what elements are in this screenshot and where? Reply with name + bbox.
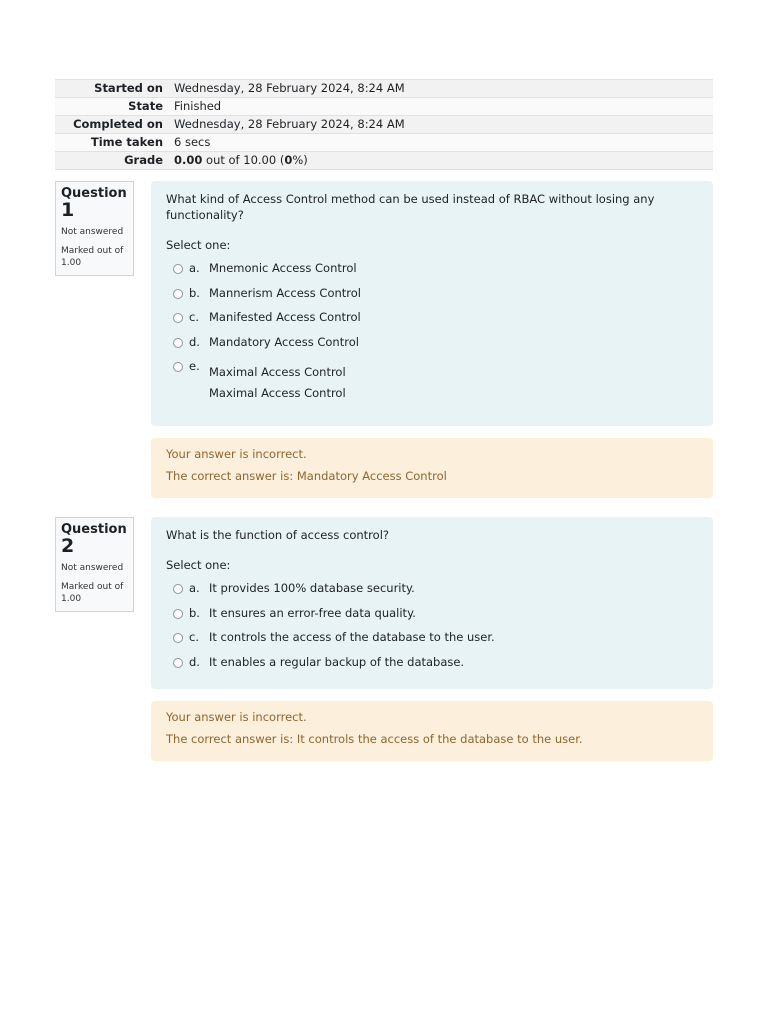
grade-score: 0.00 (174, 153, 203, 167)
answer-options (166, 260, 698, 401)
question-1-info (55, 181, 134, 276)
summary-value: Wednesday, 28 February 2024, 8:24 AM (171, 116, 713, 134)
question-1-body (151, 181, 713, 426)
radio-button[interactable] (173, 584, 183, 594)
answer-option-a[interactable] (166, 580, 698, 605)
answer-option-d[interactable] (166, 654, 698, 679)
option-text: It controls the access of the database to the user. (209, 630, 495, 645)
radio-button[interactable] (173, 633, 183, 643)
summary-label: Completed on (55, 116, 171, 134)
option-text: It provides 100% database security. (209, 581, 415, 595)
question-marked: Marked out of 1.00 (61, 582, 124, 604)
summary-row-time-taken (55, 134, 713, 152)
grade-value (171, 152, 713, 170)
question-2-body (151, 517, 713, 689)
radio-button[interactable] (173, 362, 183, 372)
summary-row-grade (55, 152, 713, 170)
question-marked: Marked out of 1.00 (61, 246, 124, 268)
answer-option-c[interactable] (166, 629, 698, 654)
question-word: Question (61, 522, 127, 537)
option-letter: c. (189, 630, 199, 645)
option-letter: c. (189, 310, 199, 325)
radio-button[interactable] (173, 338, 183, 348)
answer-option-e[interactable] (166, 358, 698, 401)
radio-button[interactable] (173, 313, 183, 323)
summary-label: Grade (55, 152, 171, 170)
option-text: Mandatory Access Control (209, 334, 359, 349)
question-word: Question (61, 186, 127, 201)
option-text: Manifested Access Control (209, 310, 361, 325)
question-number: 2 (61, 535, 75, 557)
attempt-summary-table (55, 79, 713, 170)
option-letter: a. (189, 581, 200, 595)
answer-option-d[interactable] (166, 334, 698, 359)
feedback-incorrect: Your answer is incorrect. (166, 447, 307, 461)
option-letter: d. (189, 654, 200, 669)
option-text-repeat: Maximal Access Control (209, 386, 346, 401)
question-status: Not answered (61, 563, 124, 573)
question-number: 1 (61, 199, 75, 221)
summary-value: Finished (171, 98, 713, 116)
option-text: It enables a regular backup of the database. (209, 654, 465, 669)
option-letter: b. (189, 285, 200, 300)
option-letter: b. (189, 605, 200, 620)
summary-row-state (55, 98, 713, 116)
option-text: Maximal Access Control (209, 365, 346, 380)
answer-option-c[interactable] (166, 309, 698, 334)
answer-options (166, 580, 698, 678)
answer-option-b[interactable] (166, 285, 698, 310)
question-1-feedback (151, 438, 713, 498)
select-one-label: Select one: (166, 558, 231, 572)
summary-row-started (55, 80, 713, 98)
answer-option-a[interactable] (166, 260, 698, 285)
feedback-correct-answer: The correct answer is: It controls the access of the database to the user. (166, 732, 583, 746)
select-one-label: Select one: (166, 238, 231, 252)
grade-end: %) (292, 153, 308, 167)
question-status: Not answered (61, 227, 124, 237)
option-text: Mnemonic Access Control (209, 261, 357, 275)
summary-label: State (55, 98, 171, 116)
question-text: What kind of Access Control method can be used instead of RBAC without losing any functionality? (166, 192, 655, 222)
summary-value: Wednesday, 28 February 2024, 8:24 AM (171, 80, 713, 98)
option-letter: e. (189, 359, 200, 374)
radio-button[interactable] (173, 289, 183, 299)
question-text: What is the function of access control? (166, 528, 389, 542)
question-2-info (55, 517, 134, 612)
grade-mid: out of 10.00 ( (202, 153, 285, 167)
option-letter: d. (189, 334, 200, 349)
answer-option-b[interactable] (166, 605, 698, 630)
feedback-incorrect: Your answer is incorrect. (166, 710, 307, 724)
radio-button[interactable] (173, 658, 183, 668)
option-letter: a. (189, 261, 200, 275)
summary-label: Time taken (55, 134, 171, 152)
radio-button[interactable] (173, 264, 183, 274)
option-text: Mannerism Access Control (209, 285, 361, 300)
grade-percent: 0 (284, 153, 293, 167)
feedback-correct-answer: The correct answer is: Mandatory Access Control (166, 469, 447, 483)
option-text: It ensures an error-free data quality. (209, 605, 416, 620)
question-2-feedback (151, 701, 713, 761)
radio-button[interactable] (173, 609, 183, 619)
summary-label: Started on (55, 80, 171, 98)
summary-row-completed (55, 116, 713, 134)
summary-value: 6 secs (171, 134, 713, 152)
